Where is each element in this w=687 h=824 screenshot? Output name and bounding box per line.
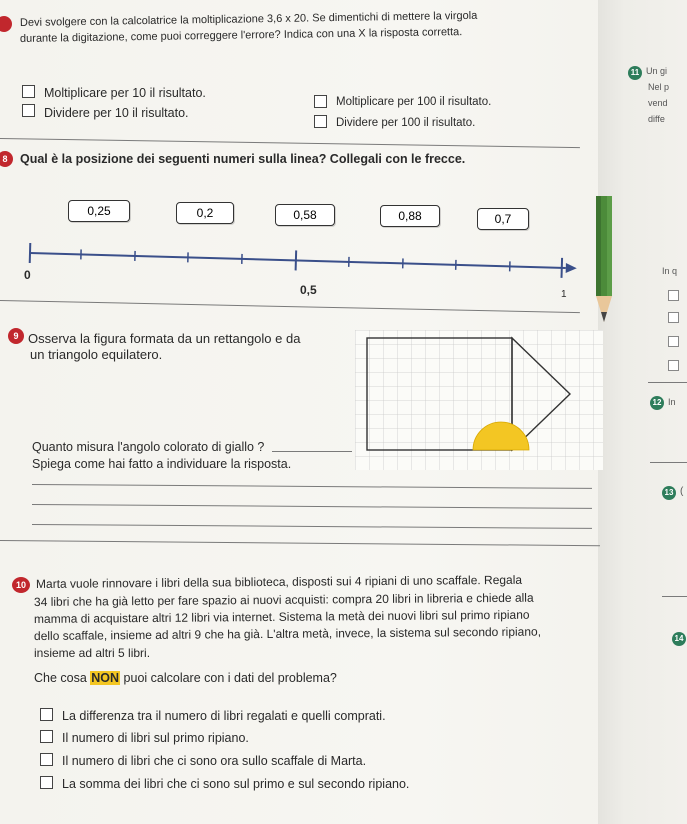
q9-instruction: Spiega come hai fatto a individuare la risposta. [32, 457, 292, 471]
right-text-in-q: In q [662, 266, 678, 276]
q10-paragraph-line5: insieme ad altri 5 libri. [34, 646, 151, 660]
right-divider-3 [662, 596, 687, 597]
question-badge-13: 13 [662, 486, 676, 500]
q10-question [34, 671, 337, 685]
question-badge-10: 10 [12, 577, 30, 593]
q10-option-2-label: Il numero di libri sul primo ripiano. [62, 731, 249, 745]
q10-option-3-checkbox[interactable] [40, 753, 53, 766]
number-line-label-1: 1 [561, 289, 567, 300]
q10-option-2-checkbox[interactable] [40, 730, 53, 743]
number-line-label-0: 0 [24, 268, 31, 282]
q10-question-before: Che cosa [34, 671, 91, 685]
q10-option-1-checkbox[interactable] [40, 708, 53, 721]
q9-figure [355, 330, 605, 475]
q10-option-4-label: La somma dei libri che ci sono sul primo e sul secondo ripiano. [62, 777, 410, 791]
q8-number-box-4[interactable]: 0,88 [380, 205, 440, 227]
header-option-1-label: Moltiplicare per 10 il risultato. [44, 86, 206, 100]
q9-question: Quanto misura l'angolo colorato di giallo ? [32, 440, 265, 454]
header-option-4-label: Dividere per 100 il risultato. [336, 117, 476, 129]
q9-answer-line-inline[interactable] [272, 451, 352, 452]
q8-number-box-1[interactable]: 0,25 [68, 200, 130, 222]
question-badge-12: 12 [650, 396, 664, 410]
header-option-2-label: Moltiplicare per 100 il risultato. [336, 96, 492, 108]
question-badge-9: 9 [8, 328, 24, 344]
q10-paragraph-line2: 34 libri che ha già letto per fare spazio ai nuovi acquisti: compra 20 libri in libreria e chiede alla [33, 590, 534, 609]
header-option-3-checkbox[interactable] [22, 104, 35, 117]
number-line-label-0-5: 0,5 [300, 283, 317, 297]
right-checkbox-3[interactable] [668, 336, 679, 347]
question-badge-8: 8 [0, 151, 13, 167]
question-badge-11: 11 [628, 66, 642, 80]
right-text-3: vend [648, 98, 668, 108]
q8-question: Qual è la posizione dei seguenti numeri sulla linea? Collegali con le frecce. [20, 152, 466, 166]
right-divider-1 [648, 382, 687, 383]
right-checkbox-1[interactable] [668, 290, 679, 301]
header-question-line2: durante la digitazione, come puoi correggere l'errore? Indica con una X la risposta corretta. [19, 26, 463, 45]
right-divider-2 [650, 462, 687, 463]
q10-question-highlight: NON [91, 671, 120, 685]
right-checkbox-4[interactable] [668, 360, 679, 371]
right-text-4: diffe [648, 114, 665, 124]
question-badge-14: 14 [672, 632, 686, 646]
adjacent-page-edge [598, 0, 687, 824]
header-question-line1: Devi svolgere con la calcolatrice la moltiplicazione 3,6 x 20. Se dimentichi di mettere la virgola [19, 9, 478, 29]
q10-paragraph-line4: dello scaffale, insieme ad altri 9 che ha già. L'altra metà, invece, la sistema sul secondo ripiano, [33, 624, 542, 643]
right-text-1: Un gi [646, 66, 668, 76]
header-option-1-checkbox[interactable] [22, 85, 35, 98]
q10-option-4-checkbox[interactable] [40, 776, 53, 789]
q8-number-box-2[interactable]: 0,2 [176, 202, 234, 224]
q10-option-3-label: Il numero di libri che ci sono ora sullo scaffale di Marta. [62, 754, 367, 768]
right-text-in-12: In [668, 397, 676, 407]
right-text-paren-13: ( [680, 486, 684, 497]
q10-paragraph-line3: mamma di acquistare altri 12 libri via internet. Sistema la metà dei nuovi libri sul primo ripiano [33, 607, 530, 626]
q10-question-after: puoi calcolare con i dati del problema? [120, 671, 337, 685]
right-text-2: Nel p [648, 82, 670, 92]
q8-number-box-5[interactable]: 0,7 [477, 208, 529, 230]
q9-line1: Osserva la figura formata da un rettangolo e da [28, 331, 301, 346]
header-option-3-label: Dividere per 10 il risultato. [44, 106, 189, 120]
q9-line2: un triangolo equilatero. [30, 347, 163, 362]
header-option-4-checkbox[interactable] [314, 115, 327, 128]
pencil-illustration [594, 196, 614, 324]
right-checkbox-2[interactable] [668, 312, 679, 323]
header-option-2-checkbox[interactable] [314, 95, 327, 108]
q10-option-1-label: La differenza tra il numero di libri regalati e quelli comprati. [62, 709, 386, 723]
q8-number-box-3[interactable]: 0,58 [275, 204, 335, 226]
q10-paragraph-line1: Marta vuole rinnovare i libri della sua biblioteca, disposti sui 4 ripiani di uno scaffale. Regala [35, 572, 523, 591]
